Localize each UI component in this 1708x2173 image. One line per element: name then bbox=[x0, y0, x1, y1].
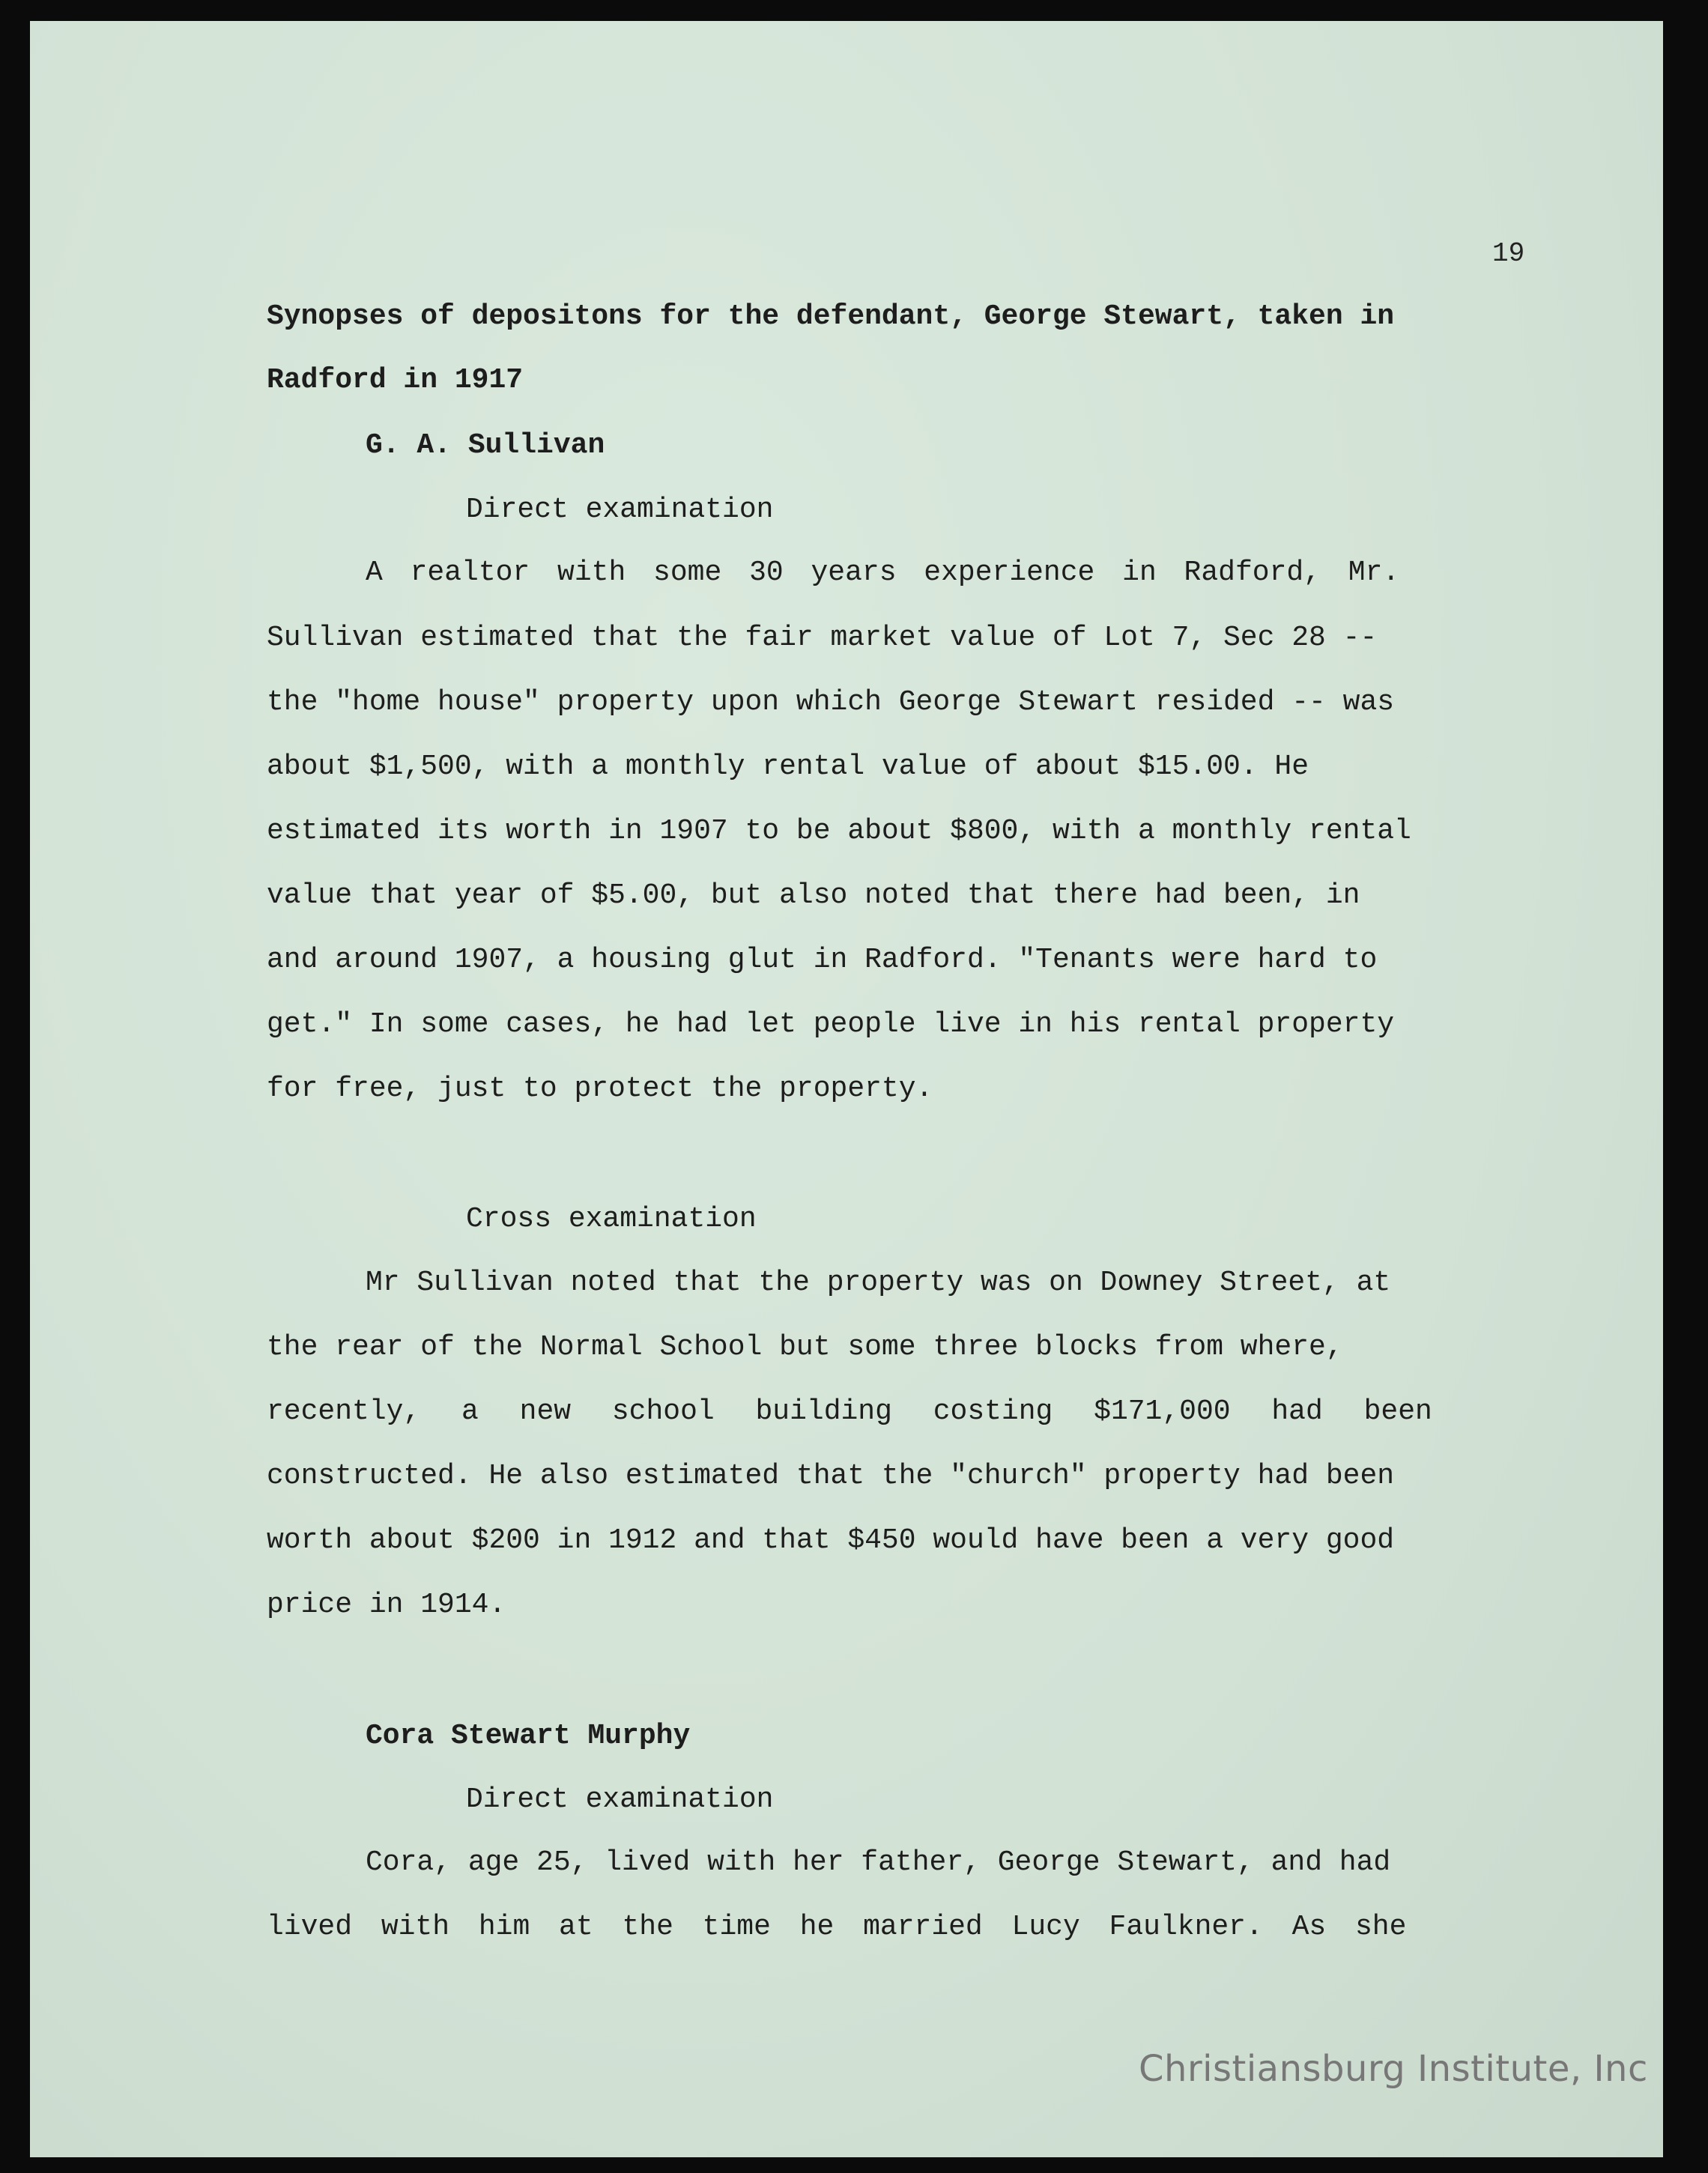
paragraph-line: about $1,500, with a monthly rental value of about $15.00. He bbox=[267, 751, 1309, 783]
deponent-name-murphy: Cora Stewart Murphy bbox=[366, 1720, 691, 1752]
paragraph-line: for free, just to protect the property. bbox=[267, 1073, 933, 1105]
heading-line-1 bbox=[267, 298, 1531, 336]
paragraph-line: estimated its worth in 1907 to be about $800, with a monthly rental bbox=[267, 815, 1411, 847]
direct-examination-label: Direct examination bbox=[466, 494, 774, 526]
paragraph-line: recently, a new school building costing $171,000 had been bbox=[267, 1395, 1432, 1428]
paragraph-line: Sullivan estimated that the fair market value of Lot 7, Sec 28 -- bbox=[267, 622, 1378, 654]
paragraph-line: get." In some cases, he had let people live in his rental property bbox=[267, 1008, 1395, 1040]
direct-examination-label: Direct examination bbox=[466, 1783, 774, 1816]
heading-line-2: Radford in 1917 bbox=[267, 364, 524, 396]
paragraph-line: lived with him at the time he married Lucy Faulkner. As she bbox=[267, 1911, 1407, 1943]
cross-examination-label: Cross examination bbox=[466, 1203, 757, 1235]
deponent-name-sullivan: G. A. Sullivan bbox=[366, 429, 605, 461]
document-page bbox=[30, 21, 1663, 2157]
paragraph-line: worth about $200 in 1912 and that $450 would have been a very good bbox=[267, 1524, 1395, 1557]
paragraph-line: the rear of the Normal School but some three blocks from where, bbox=[267, 1331, 1343, 1363]
paragraph-line: and around 1907, a housing glut in Radford. "Tenants were hard to bbox=[267, 944, 1378, 976]
watermark: Christiansburg Institute, Inc bbox=[1139, 2048, 1648, 2090]
paragraph-line: price in 1914. bbox=[267, 1589, 506, 1621]
paragraph-line: Cora, age 25, lived with her father, George Stewart, and had bbox=[366, 1846, 1391, 1879]
paragraph-line: value that year of $5.00, but also noted that there had been, in bbox=[267, 879, 1360, 912]
page-number: 19 bbox=[1492, 238, 1525, 269]
paragraph-line: A realtor with some 30 years experience in Radford, Mr. bbox=[366, 557, 1400, 589]
heading-text: Synopses of depositons for the defendant, George Stewart, taken in bbox=[267, 300, 1395, 333]
paragraph-line: the "home house" property upon which George Stewart resided -- was bbox=[267, 686, 1395, 718]
paragraph-line: constructed. He also estimated that the "church" property had been bbox=[267, 1460, 1395, 1492]
paragraph-line: Mr Sullivan noted that the property was on Downey Street, at bbox=[366, 1267, 1391, 1299]
